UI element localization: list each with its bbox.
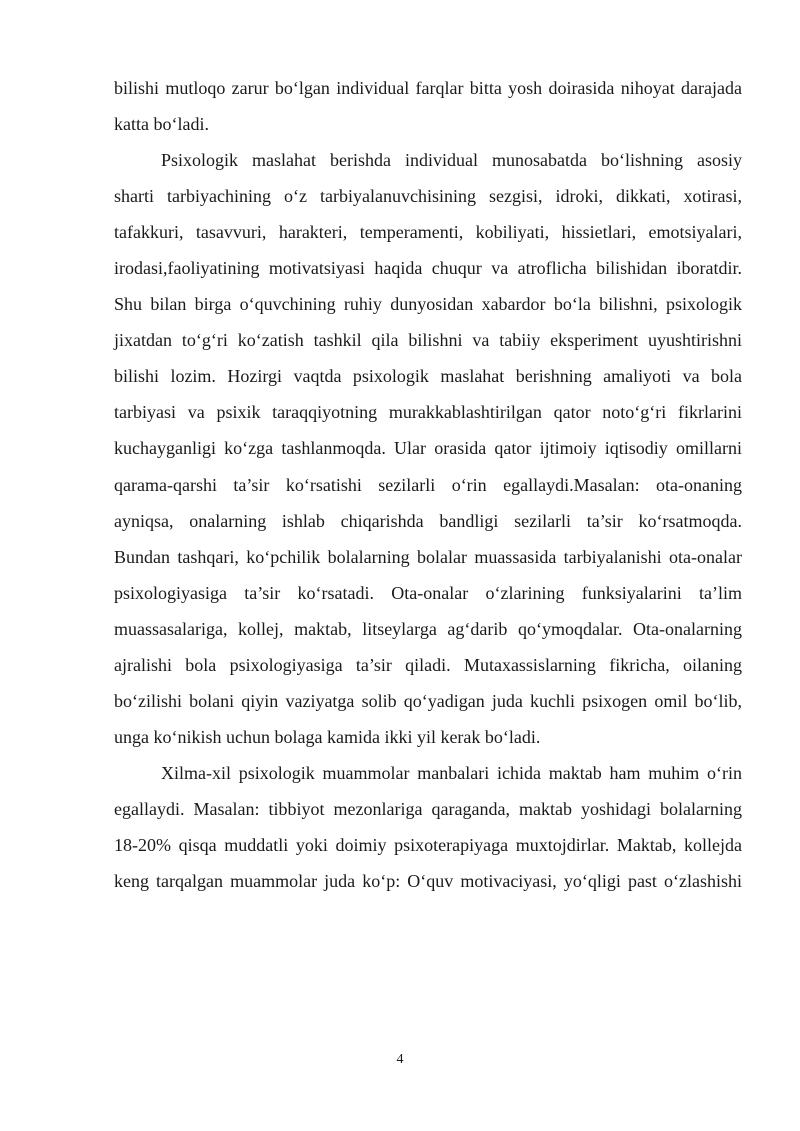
text-line: tafakkuri, tasavvuri, harakteri, temperamenti, kobiliyati, hissietlari, emotsiyalari, [114, 222, 742, 243]
text-line: psixologiyasiga ta’sir ko‘rsatadi. Ota-onalar o‘zlarining funksiyalarini ta’lim [114, 582, 742, 603]
text-line: jixatdan to‘g‘ri ko‘zatish tashkil qila bilishni va tabiiy eksperiment uyushtirishni [114, 330, 742, 351]
text-line: Shu bilan birga o‘quvchining ruhiy dunyosidan xabardor bo‘la bilishni, psixologik [114, 294, 742, 315]
text-line: ajralishi bola psixologiyasiga ta’sir qiladi. Mutaxassislarning fikricha, oilaning [114, 654, 742, 675]
text-line: irodasi,faoliyatining motivatsiyasi haqida chuqur va atroflicha bilishidan iboratdir. [114, 258, 742, 279]
text-line: bo‘zilishi bolani qiyin vaziyatga solib qo‘yadigan juda kuchli psixogen omil bo‘lib, [114, 690, 742, 711]
text-line: Bundan tashqari, ko‘pchilik bolalarning bolalar muassasida tarbiyalanishi ota-onalar [114, 546, 742, 567]
text-line: katta bo‘ladi. [114, 114, 209, 135]
text-line: egallaydi. Masalan: tibbiyot mezonlariga qaraganda, maktab yoshidagi bolalarning [114, 798, 742, 819]
text-line: tarbiyasi va psixik taraqqiyotning murakkablashtirilgan qator noto‘g‘ri fikrlarini [114, 402, 742, 423]
text-line: keng tarqalgan muammolar juda ko‘p: O‘quv motivaciyasi, yo‘qligi past o‘zlashishi [114, 871, 742, 892]
text-line: 18-20% qisqa muddatli yoki doimiy psixoterapiyaga muxtojdirlar. Maktab, kollejda [114, 834, 742, 855]
paragraph-first-line: Psixologik maslahat berishda individual munosabatda bo‘lishning asosiy [161, 150, 742, 171]
text-line: kuchayganligi ko‘zga tashlanmoqda. Ular orasida qator ijtimoiy iqtisodiy omillarni [114, 438, 742, 459]
body-text [114, 70, 742, 899]
text-line: ayniqsa, onalarning ishlab chiqarishda bandligi sezilarli ta’sir ko‘rsatmoqda. [114, 510, 742, 531]
page-number: 4 [396, 1052, 404, 1067]
text-line: unga ko‘nikish uchun bolaga kamida ikki yil kerak bo‘ladi. [114, 726, 541, 747]
text-line: qarama-qarshi ta’sir ko‘rsatishi sezilarli o‘rin egallaydi.Masalan: ota-onaning [114, 474, 742, 495]
text-line: bilishi lozim. Hozirgi vaqtda psixologik maslahat berishning amaliyoti va bola [114, 366, 742, 387]
paragraph-first-line: Xilma-xil psixologik muammolar manbalari ichida maktab ham muhim o‘rin [161, 762, 742, 783]
text-line: muassasalariga, kollej, maktab, litseylarga ag‘darib qo‘ymoqdalar. Ota-onalarning [114, 618, 742, 639]
text-line: bilishi mutloqo zarur bo‘lgan individual farqlar bitta yosh doirasida nihoyat darajada [114, 78, 742, 98]
text-line: sharti tarbiyachining o‘z tarbiyalanuvchisining sezgisi, idroki, dikkati, xotirasi, [114, 186, 742, 207]
